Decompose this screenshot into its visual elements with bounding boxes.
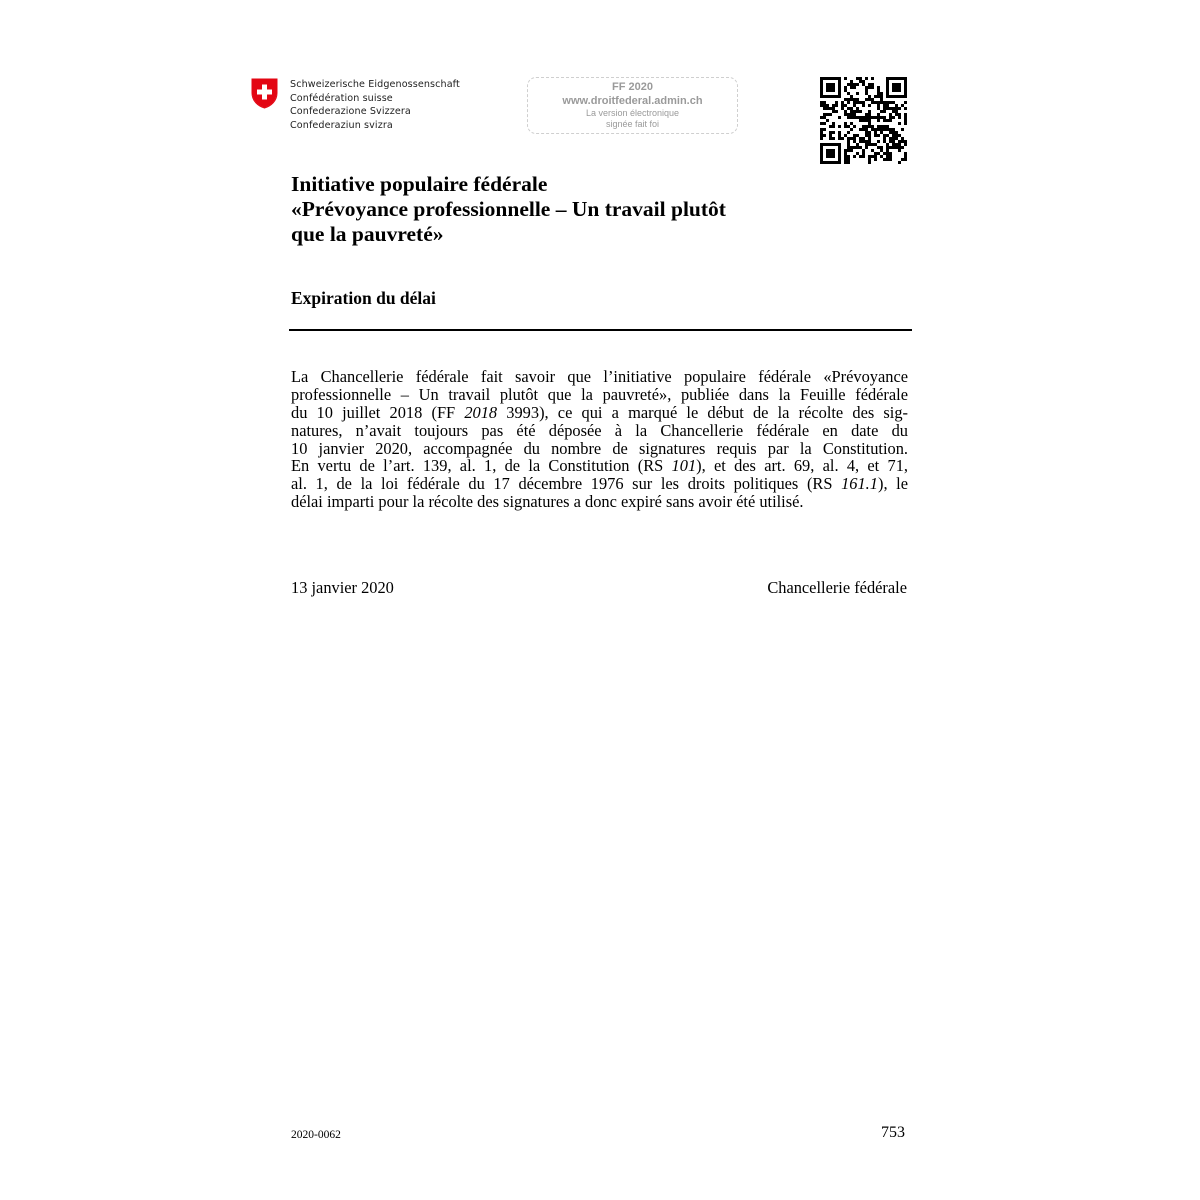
confederation-name-it: Confederazione Svizzera (290, 106, 411, 118)
qr-code-icon (820, 77, 907, 164)
confederation-name-de: Schweizerische Eidgenossenschaft (290, 79, 460, 90)
title-line: que la pauvreté» (291, 222, 444, 246)
title-line: Initiative populaire fédérale (291, 172, 548, 196)
document-title (291, 172, 831, 247)
swiss-cross-shield-icon (251, 78, 278, 109)
paragraph-line: 10 janvier 2020, accompagnée du nombre de signatures requis par la Constitution. (291, 438, 908, 458)
citation-rs-number: 161.1 (841, 474, 878, 494)
document-date: 13 janvier 2020 (291, 578, 394, 597)
stamp-note-line1: La version électronique (585, 108, 680, 118)
paragraph-line: natures, n’avait toujours pas été déposée à la Chancellerie fédérale en date du (291, 420, 908, 440)
paragraph-line: du 10 juillet 2018 (FF 2018 3993), ce qui a marqué le début de la récolte des sig- (291, 402, 908, 422)
horizontal-divider (289, 329, 912, 331)
citation-rs-number: 101 (671, 456, 697, 476)
signatory: Chancellerie fédérale (767, 578, 907, 597)
citation-year: 2018 (464, 402, 498, 422)
section-heading: Expiration du délai (291, 288, 436, 308)
stamp-url: www.droitfederal.admin.ch (562, 95, 703, 107)
federal-gazette-stamp (527, 77, 738, 134)
body-paragraph (291, 368, 908, 511)
stamp-note-line2: signée fait foi (605, 119, 660, 129)
document-id: 2020-0062 (291, 1129, 341, 1141)
paragraph-line: al. 1, de la loi fédérale du 17 décembre 1976 sur les droits politiques (RS 161.1), le (291, 474, 909, 494)
confederation-name-fr: Confédération suisse (290, 92, 393, 104)
confederation-name-rm: Confederaziun svizra (290, 119, 393, 131)
confederation-names (290, 78, 460, 132)
stamp-reference: FF 2020 (612, 81, 653, 93)
title-line: «Prévoyance professionnelle – Un travail plutôt (291, 197, 726, 221)
paragraph-line: La Chancellerie fédérale fait savoir que l’initiative populaire fédérale «Prévoyance (291, 367, 908, 386)
paragraph-line: délai imparti pour la récolte des signatures a donc expiré sans avoir été utilisé. (291, 492, 804, 512)
paragraph-line: professionnelle – Un travail plutôt que la pauvreté», publiée dans la Feuille fédérale (291, 384, 908, 404)
paragraph-line: En vertu de l’art. 139, al. 1, de la Constitution (RS 101), et des art. 69, al. 4, et 71, (291, 456, 908, 476)
page-number: 753 (881, 1124, 905, 1141)
